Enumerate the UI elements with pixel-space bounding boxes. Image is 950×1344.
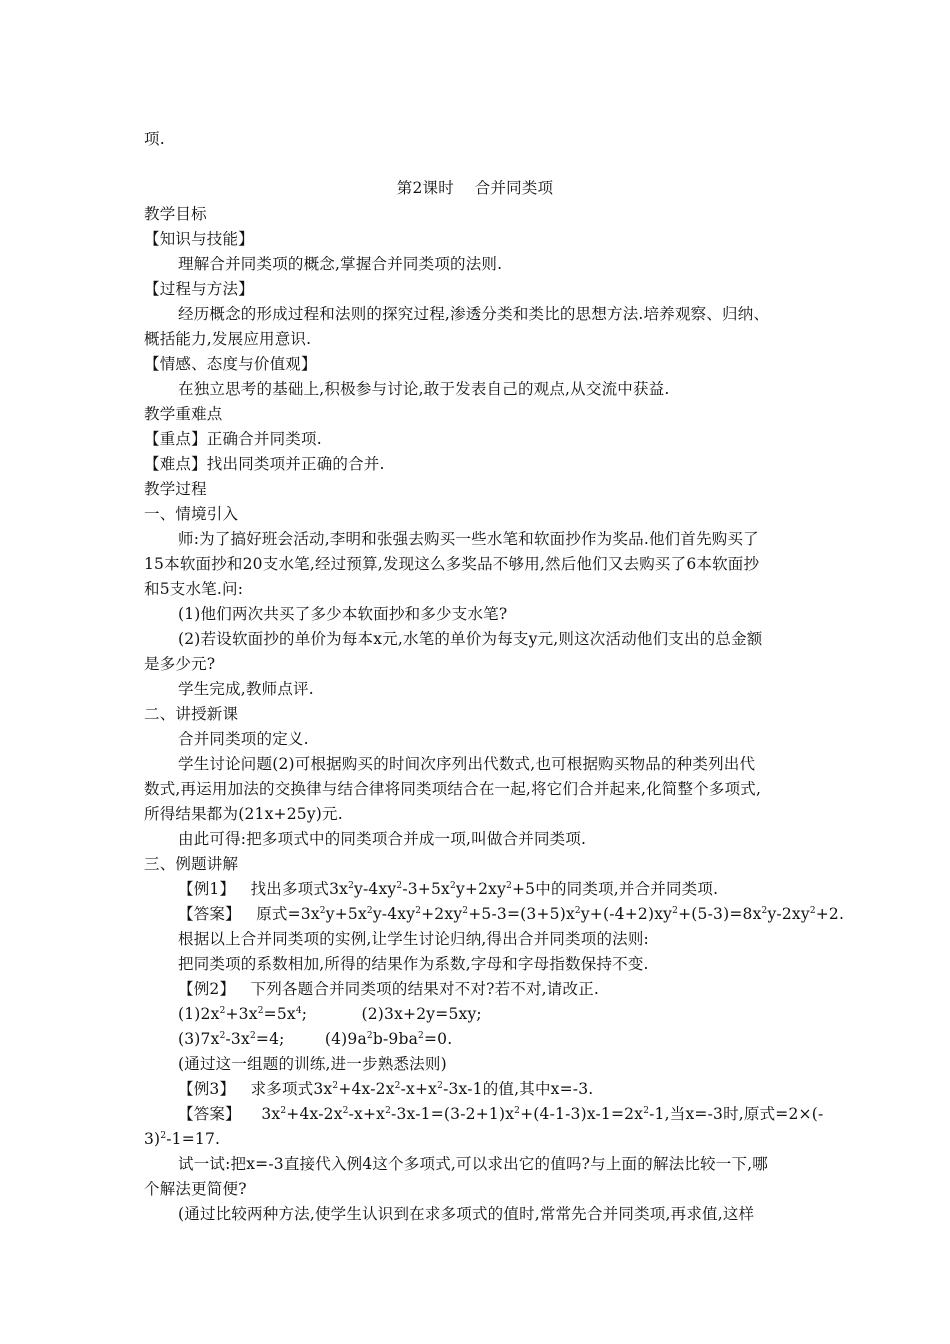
- s1-question-1: (1)他们两次共买了多少本软面抄和多少支水笔?: [178, 605, 508, 623]
- s1-paragraph-line-3: 和5支水笔.问:: [144, 580, 244, 598]
- rule-intro: 根据以上合并同类项的实例,让学生讨论归纳,得出合并同类项的法则:: [178, 930, 649, 948]
- s1-paragraph-line-2: 15本软面抄和20支水笔,经过预算,发现这么多奖品不够用,然后他们又去购买了6本软面抄: [144, 555, 760, 573]
- example-2-item-3: $(3)7x^2-3x^2=4$;: [178, 1030, 285, 1048]
- answer-1-label: 【答案】: [178, 905, 241, 923]
- key-points-heading: 教学重难点: [144, 405, 223, 423]
- focus-point: 【重点】正确合并同类项.: [144, 430, 322, 448]
- s1-question-2a: (2)若设软面抄的单价为每本x元,水笔的单价为每支y元,则这次活动他们支出的总金额: [178, 630, 763, 648]
- top-fragment: 项.: [144, 130, 165, 148]
- knowledge-text: 理解合并同类项的概念,掌握合并同类项的法则.: [178, 255, 503, 273]
- attitude-text: 在独立思考的基础上,积极参与讨论,敢于发表自己的观点,从交流中获益.: [178, 380, 670, 398]
- example-1-text: 找出多项式$3x^2y-4xy^2-3+5x^2y+2xy^2+5$中的同类项,并合并同类项.: [250, 880, 719, 898]
- try-it-line-1: 试一试:把x=-3直接代入例4这个多项式,可以求出它的值吗?与上面的解法比较一下,哪: [178, 1155, 768, 1173]
- answer-3-line-1: [178, 1102, 823, 1126]
- s1-paragraph-line-1: 师:为了搞好班会活动,李明和张强去购买一些水笔和软面抄作为奖品.他们首先购买了: [178, 530, 759, 548]
- example-1-label: 【例1】: [178, 880, 236, 898]
- answer-1-text: 原式$=3x^2y+5x^2y-4xy^2+2xy^2+5-3=(3+5)x^2y+(-4+2)xy^2+(5-3)=8x^2y-2xy^2+2$.: [256, 905, 845, 923]
- s1-question-2b: 是多少元?: [144, 655, 216, 673]
- process-text-2: 概括能力,发展应用意识.: [144, 330, 312, 348]
- s2-definition: 合并同类项的定义.: [178, 730, 309, 748]
- s2-paragraph-line-1: 学生讨论问题(2)可根据购买的时间次序列出代数式,也可根据购买物品的种类列出代: [178, 755, 756, 773]
- section-3-heading: 三、例题讲解: [144, 855, 239, 873]
- section-1-heading: 一、情境引入: [144, 505, 239, 523]
- goals-heading: 教学目标: [144, 205, 207, 223]
- example-2-item-2: (2)3x+2y=5xy;: [361, 1005, 482, 1023]
- example-2-text: 下列各题合并同类项的结果对不对?若不对,请改正.: [250, 980, 600, 998]
- example-3-text: 求多项式$3x^2+4x-2x^2-x+x^2-3x-1$的值,其中x=-3.: [250, 1080, 594, 1098]
- s2-conclusion: 由此可得:把多项式中的同类项合并成一项,叫做合并同类项.: [178, 830, 587, 848]
- example-2-items-row-2: [178, 1027, 452, 1051]
- process-label: 【过程与方法】: [144, 280, 254, 298]
- answer-3-line-2: 3)$^2$-1=17.: [144, 1130, 221, 1148]
- example-2: [178, 977, 599, 1001]
- example-2-item-1: $(1)2x^2+3x^2=5x^4$;: [178, 1005, 308, 1023]
- s2-paragraph-line-2: 数式,再运用加法的交换律与结合律将同类项结合在一起,将它们合并起来,化简整个多项式,: [144, 780, 762, 798]
- example-2-label: 【例2】: [178, 980, 236, 998]
- example-3-label: 【例3】: [178, 1080, 236, 1098]
- answer-3-text: $3x^2+4x-2x^2-x+x^2-3x-1=(3-2+1)x^2+(4-1-3)x-1=2x^2-1$,当x=-3时,原式=2×(-: [261, 1105, 824, 1123]
- process-heading: 教学过程: [144, 480, 207, 498]
- try-it-line-2: 个解法更简便?: [144, 1180, 247, 1198]
- s1-note: 学生完成,教师点评.: [178, 680, 314, 698]
- example-3: [178, 1077, 593, 1101]
- attitude-label: 【情感、态度与价值观】: [144, 355, 317, 373]
- s2-paragraph-line-3: 所得结果都为(21x+25y)元.: [144, 805, 343, 823]
- rule-statement: 把同类项的系数相加,所得的结果作为系数,字母和字母指数保持不变.: [178, 955, 649, 973]
- example-2-note: (通过这一组题的训练,进一步熟悉法则): [178, 1055, 447, 1073]
- process-text-1: 经历概念的形成过程和法则的探究过程,渗透分类和类比的思想方法.培养观察、归纳、: [178, 305, 770, 323]
- example-2-items-row-1: [178, 1002, 482, 1026]
- difficulty-point: 【难点】找出同类项并正确的合并.: [144, 455, 385, 473]
- section-2-heading: 二、讲授新课: [144, 705, 239, 723]
- answer-3-label: 【答案】: [178, 1105, 241, 1123]
- answer-1: [178, 902, 844, 926]
- example-1: [178, 877, 718, 901]
- knowledge-label: 【知识与技能】: [144, 230, 254, 248]
- example-2-item-4: $(4)9a^2b-9ba^2=0$.: [324, 1030, 453, 1048]
- lesson-title: 第2课时 合并同类项: [396, 179, 554, 197]
- closing-note: (通过比较两种方法,使学生认识到在求多项式的值时,常常先合并同类项,再求值,这样: [178, 1205, 755, 1223]
